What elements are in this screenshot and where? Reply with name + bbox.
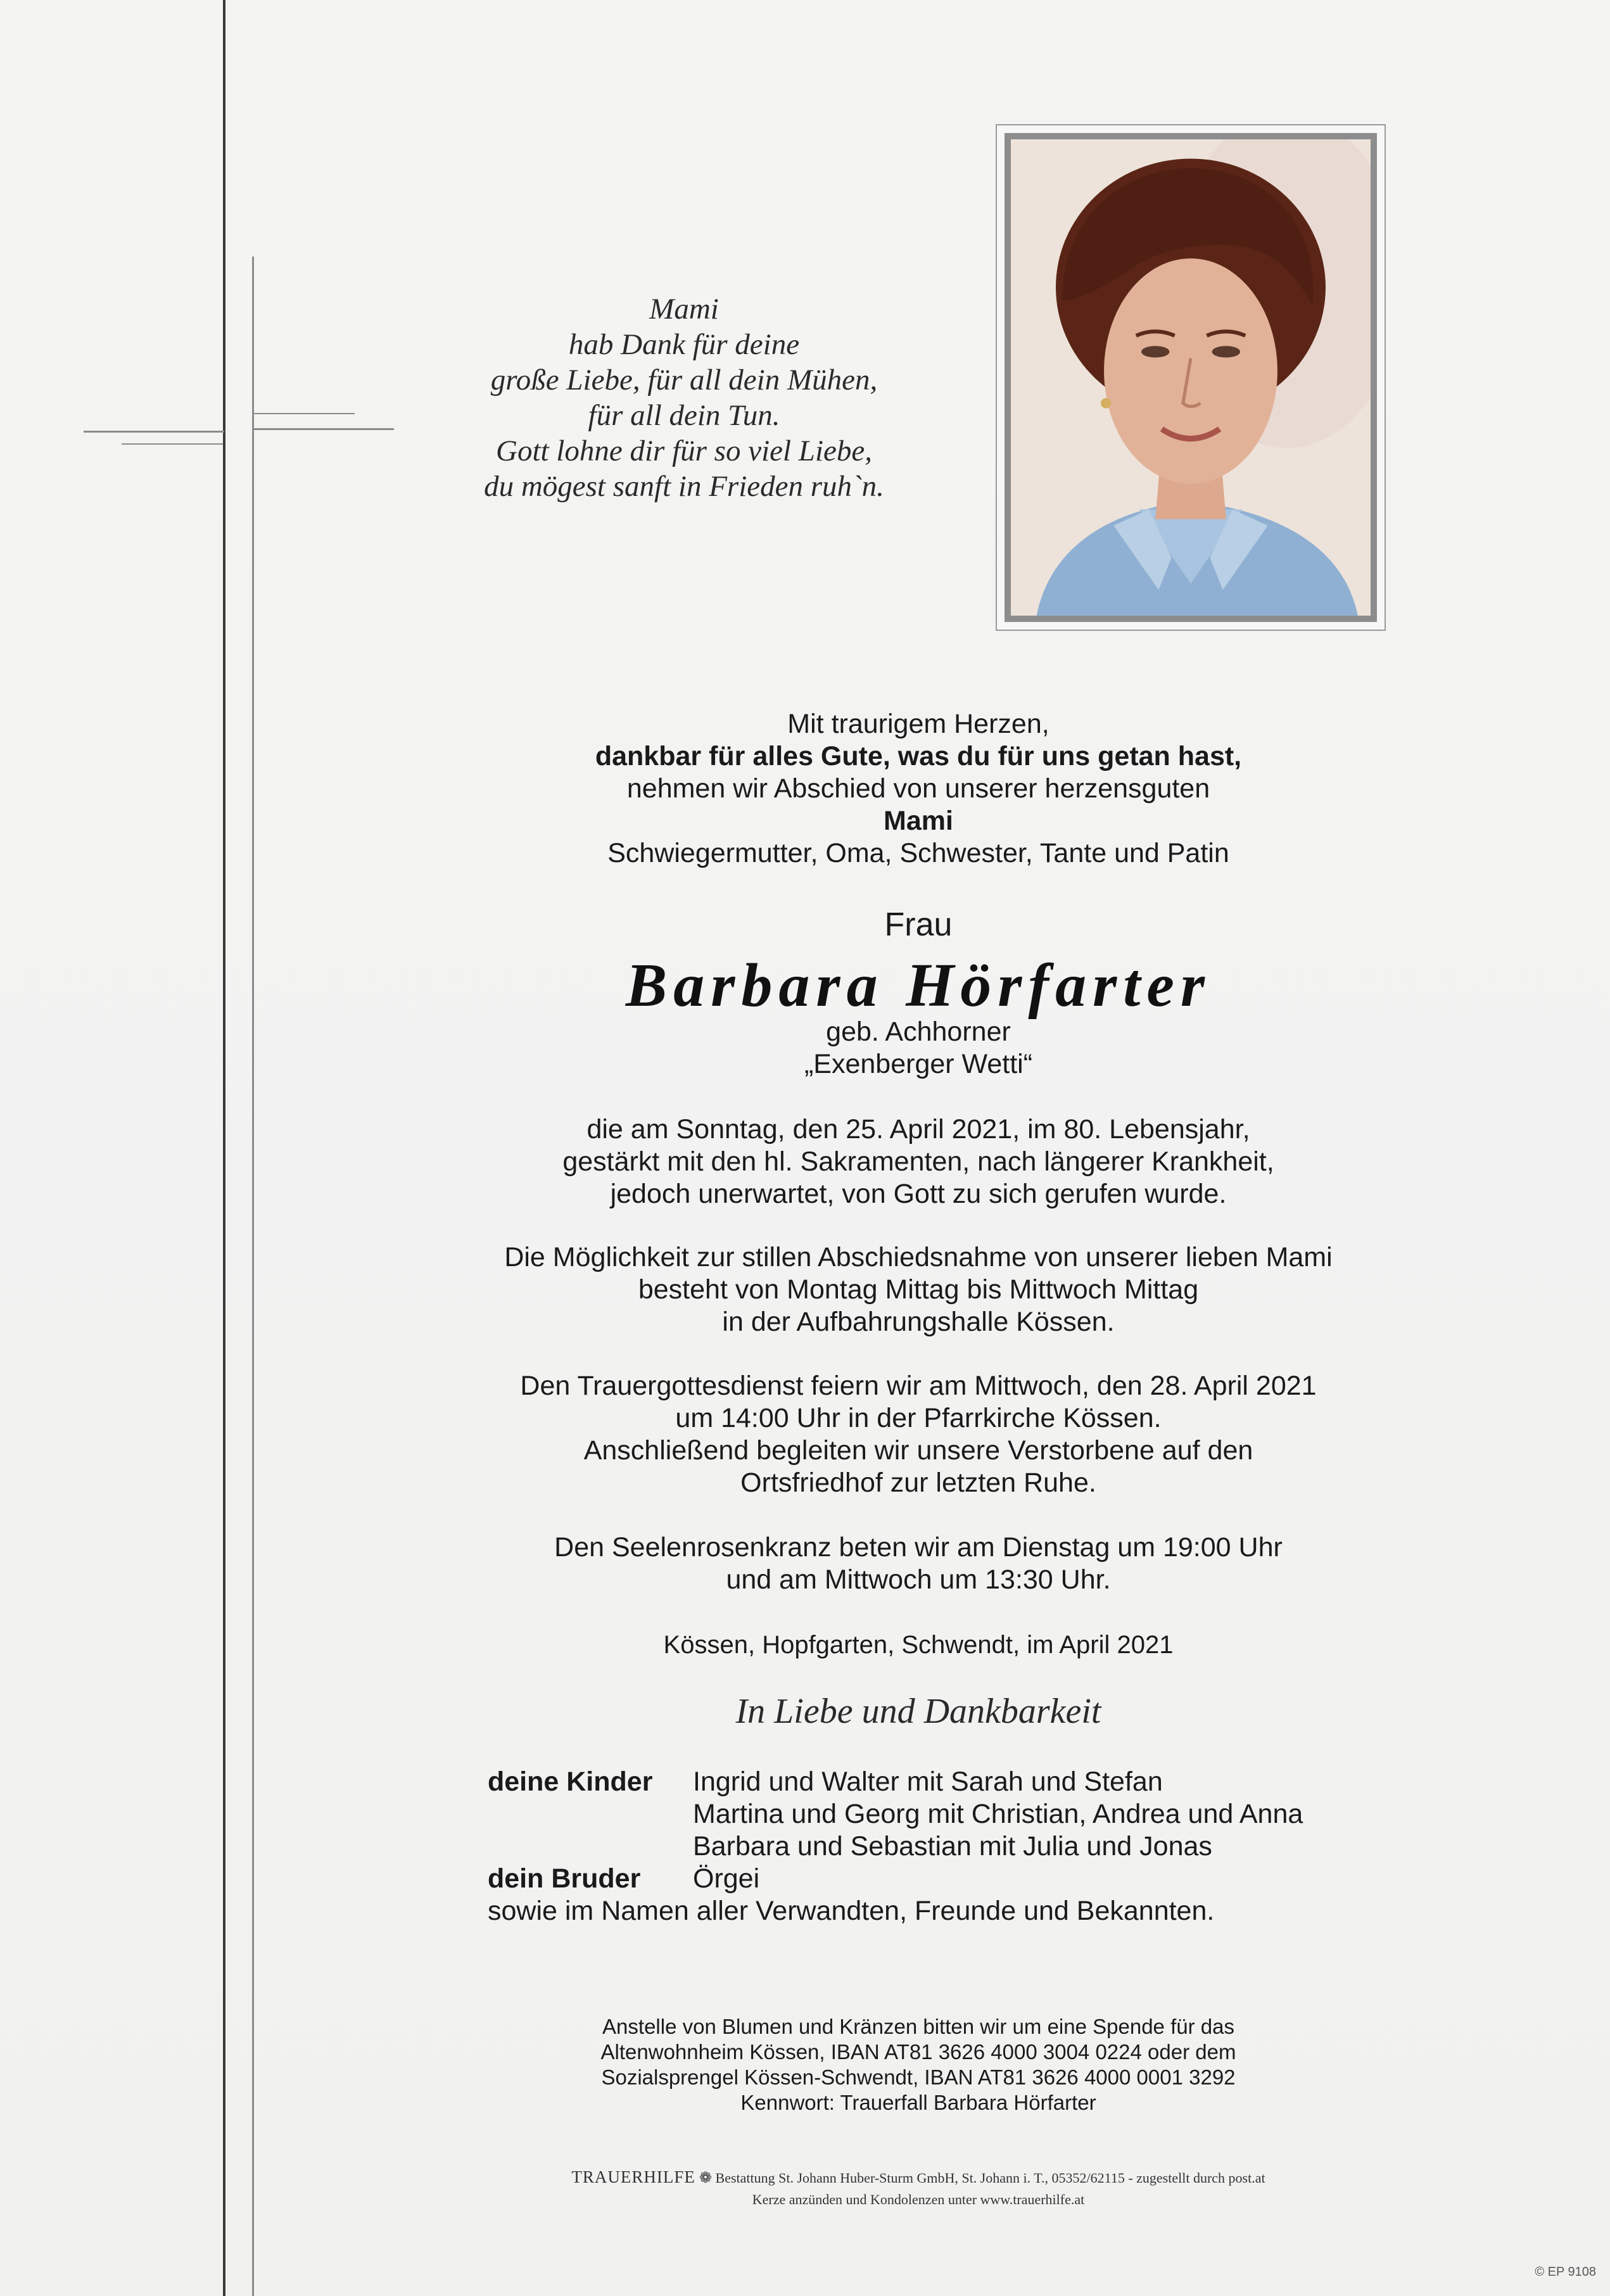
rosary-line: und am Mittwoch um 13:30 Uhr. (726, 1564, 1111, 1595)
service-line: Den Trauergottesdienst feiern wir am Mittwoch, den 28. April 2021 (520, 1371, 1317, 1401)
children-line: Barbara und Sebastian mit Julia und Jonas (693, 1831, 1212, 1862)
donation-line: Altenwohnheim Kössen, IBAN AT81 3626 4000 3004 0224 oder dem (600, 2040, 1236, 2064)
cross-horizontal-right-inner (253, 413, 355, 414)
cross-horizontal-right (253, 428, 394, 430)
footer-brand: TRAUERHILFE (571, 2167, 695, 2186)
viewing-line: in der Aufbahrungshalle Kössen. (722, 1307, 1115, 1337)
rosary-paragraph (380, 1532, 1457, 1596)
service-line: um 14:00 Uhr in der Pfarrkirche Kössen. (675, 1403, 1162, 1433)
donation-note (380, 2014, 1457, 2115)
viewing-paragraph (380, 1241, 1457, 1338)
footer-logo-icon: ❁ (699, 2170, 713, 2186)
place-date: Kössen, Hopfgarten, Schwendt, im April 2021 (663, 1631, 1174, 1659)
cross-horizontal-left (84, 431, 224, 433)
name-details (380, 1016, 1457, 1081)
poem-line: Mami (649, 293, 719, 326)
rosary-line: Den Seelenrosenkranz beten wir am Dienstag um 19:00 Uhr (554, 1532, 1283, 1563)
family-row (488, 1798, 1374, 1830)
closing-phrase: In Liebe und Dankbarkeit (735, 1692, 1101, 1731)
poem-line: für all dein Tun. (588, 399, 780, 432)
service-line: Ortsfriedhof zur letzten Ruhe. (740, 1468, 1096, 1498)
children-line: Martina und Georg mit Christian, Andrea und Anna (693, 1799, 1303, 1829)
portrait-frame (996, 124, 1386, 631)
footer-website: Kerze anzünden und Kondolenzen unter www.trauerhilfe.at (752, 2191, 1085, 2207)
family-row-others (488, 1895, 1374, 1927)
family-row (488, 1830, 1374, 1863)
donation-line: Kennwort: Trauerfall Barbara Hörfarter (740, 2091, 1096, 2114)
service-paragraph (380, 1370, 1457, 1499)
family-list (488, 1766, 1374, 1927)
viewing-line: besteht von Montag Mittag bis Mittwoch Mittag (638, 1274, 1199, 1305)
children-line: Ingrid und Walter mit Sarah und Stefan (693, 1766, 1163, 1797)
donation-line: Sozialsprengel Kössen-Schwendt, IBAN AT81 3626 4000 0001 3292 (601, 2065, 1236, 2089)
death-line: gestärkt mit den hl. Sakramenten, nach längerer Krankheit, (562, 1146, 1274, 1177)
intro-line: Mit traurigem Herzen, (787, 709, 1049, 739)
death-line: jedoch unerwartet, von Gott zu sich gerufen wurde. (610, 1179, 1227, 1209)
salutation: Frau (884, 906, 953, 943)
others-line: sowie im Namen aller Verwandten, Freunde und Bekannten. (488, 1896, 1215, 1926)
family-row-brother (488, 1863, 1374, 1895)
footer-company: Bestattung St. Johann Huber-Sturm GmbH, St. Johann i. T., 05352/62115 - zugestellt durch post.at (715, 2170, 1265, 2186)
poem-line: Gott lohne dir für so viel Liebe, (496, 434, 872, 467)
death-paragraph (380, 1113, 1457, 1210)
intro-line-bold: dankbar für alles Gute, was du für uns getan hast, (595, 741, 1242, 771)
intro-line: nehmen wir Abschied von unserer herzensguten (626, 773, 1210, 804)
footer-line-1 (443, 2166, 1393, 2189)
children-label: deine Kinder (488, 1766, 653, 1797)
poem-line: du mögest sanft in Frieden ruh`n. (484, 470, 884, 503)
cross-vertical-right (252, 257, 254, 2296)
viewing-line: Die Möglichkeit zur stillen Abschiedsnahme von unserer lieben Mami (504, 1242, 1333, 1272)
birth-name: geb. Achhorner (826, 1017, 1011, 1047)
family-row-children (488, 1766, 1374, 1798)
intro-relation-bold: Mami (884, 806, 953, 836)
portrait-photo (1005, 133, 1377, 622)
brother-name: Örgei (693, 1863, 760, 1894)
memorial-poem (405, 291, 963, 504)
cross-horizontal-left-inner (122, 443, 223, 445)
print-code: © EP 9108 (1535, 2265, 1596, 2279)
brother-label: dein Bruder (488, 1863, 641, 1894)
poem-line: hab Dank für deine (568, 328, 800, 361)
intro-relations: Schwiegermutter, Oma, Schwester, Tante und Patin (607, 838, 1229, 868)
cross-vertical-left (223, 0, 225, 2296)
announcement-intro (380, 708, 1457, 870)
death-line: die am Sonntag, den 25. April 2021, im 80. Lebensjahr, (586, 1114, 1250, 1145)
poem-line: große Liebe, für all dein Mühen, (490, 364, 878, 396)
footer (443, 2166, 1393, 2210)
donation-line: Anstelle von Blumen und Kränzen bitten wir um eine Spende für das (602, 2015, 1234, 2038)
service-line: Anschließend begleiten wir unsere Verstorbene auf den (583, 1435, 1253, 1466)
nickname: „Exenberger Wetti“ (804, 1049, 1033, 1079)
deceased-name: Barbara Hörfarter (625, 951, 1212, 1020)
